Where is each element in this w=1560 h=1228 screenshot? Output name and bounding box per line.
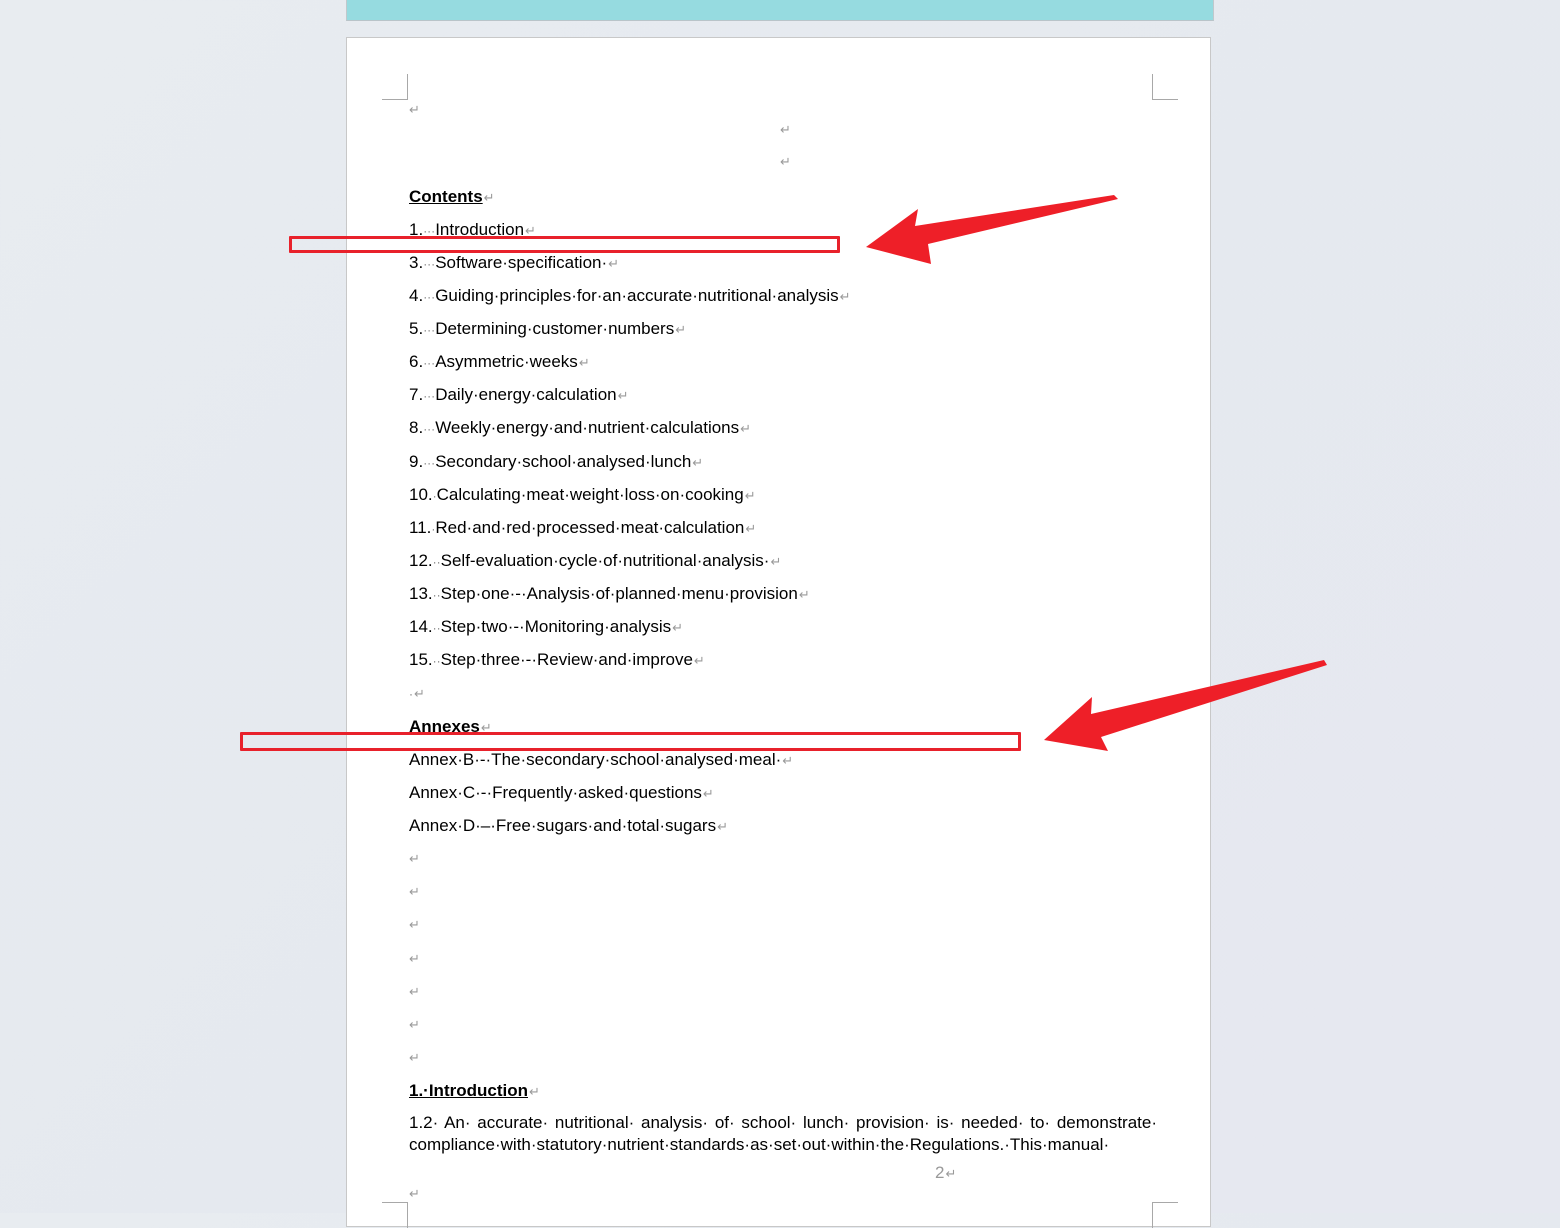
paragraph-mark-icon: ↵ — [414, 686, 425, 701]
paragraph-mark-icon: ↵ — [409, 1186, 420, 1201]
toc-item[interactable]: 10.·Calculating·meat·weight·loss·on·cooking↵ — [409, 485, 756, 504]
paragraph-mark-icon: ↵ — [409, 1050, 420, 1065]
toc-heading: Contents↵ — [409, 187, 495, 206]
paragraph-mark-icon: ↵ — [525, 223, 536, 238]
toc-item[interactable]: 11.·Red·and·red·processed·meat·calculation↵ — [409, 518, 757, 537]
toc-item[interactable]: 1.···Introduction↵ — [409, 220, 536, 239]
paragraph-mark-icon: ↵ — [409, 917, 420, 932]
paragraph-mark-icon: ↵ — [480, 720, 492, 735]
toc-item[interactable]: 4.···Guiding·principles·for·an·accurate·nutritional·analysis↵ — [409, 286, 851, 305]
paragraph-mark-icon: ↵ — [702, 786, 714, 801]
toc-item[interactable]: 3.···Software·specification·↵ — [409, 253, 620, 272]
paragraph-mark-icon: ↵ — [740, 421, 752, 436]
toc-item[interactable]: 14.··Step·two·-·Monitoring·analysis↵ — [409, 617, 684, 636]
document-page[interactable] — [346, 37, 1211, 1227]
paragraph-mark-icon: ↵ — [528, 1084, 540, 1099]
paragraph-mark-icon: ↵ — [839, 289, 851, 304]
toc-item[interactable]: 15.··Step·three·-·Review·and·improve↵ — [409, 650, 705, 669]
toc-item[interactable]: 8.···Weekly·energy·and·nutrient·calculations↵ — [409, 418, 752, 437]
annex-item[interactable]: Annex·C·-·Frequently·asked·questions↵ — [409, 783, 714, 802]
page-number: 2↵ — [935, 1163, 957, 1182]
paragraph-mark-icon: ↵ — [780, 154, 791, 169]
paragraph-mark-icon: ↵ — [409, 102, 420, 117]
paragraph-mark-icon: ↵ — [409, 984, 420, 999]
toc-item[interactable]: 5.···Determining·customer·numbers↵ — [409, 319, 687, 338]
section-heading-introduction: 1.·Introduction↵ — [409, 1081, 540, 1100]
empty-paragraph: ·↵ — [409, 686, 425, 701]
annexes-heading: Annexes↵ — [409, 717, 492, 736]
toc-item[interactable]: 9.···Secondary·school·analysed·lunch↵ — [409, 452, 704, 471]
paragraph-mark-icon: ↵ — [672, 620, 684, 635]
paragraph-mark-icon: ↵ — [745, 521, 757, 536]
paragraph-mark-icon: ↵ — [692, 455, 704, 470]
paragraph-mark-icon: ↵ — [483, 190, 495, 205]
paragraph-mark-icon: ↵ — [578, 355, 590, 370]
toc-item[interactable]: 13.··Step·one·-·Analysis·of·planned·menu·provision↵ — [409, 584, 810, 603]
paragraph-mark-icon: ↵ — [780, 122, 791, 137]
paragraph-mark-icon: ↵ — [770, 554, 782, 569]
body-paragraph[interactable]: 1.2· An· accurate· nutritional· analysis· of· school· lunch· provision· is· needed· to· demonstrate· compliance·with·statutory·nutrient·standards·as·set·out·within·the·Regulations.·This·manual· — [409, 1113, 1157, 1154]
paragraph-mark-icon: ↵ — [782, 753, 794, 768]
paragraph-mark-icon: ↵ — [608, 256, 620, 271]
margin-corner-top-right — [1152, 74, 1178, 100]
paragraph-mark-icon: ↵ — [409, 884, 420, 899]
paragraph-mark-icon: ↵ — [798, 587, 810, 602]
paragraph-mark-icon: ↵ — [717, 819, 728, 834]
margin-corner-top-left — [382, 74, 408, 100]
paragraph-mark-icon: ↵ — [617, 388, 629, 403]
margin-corner-bottom-left — [382, 1202, 408, 1228]
paragraph-mark-icon: ↵ — [744, 488, 756, 503]
paragraph-mark-icon: ↵ — [409, 951, 420, 966]
margin-corner-bottom-right — [1152, 1202, 1178, 1228]
toc-item[interactable]: 12.··Self-evaluation·cycle·of·nutritional·analysis·↵ — [409, 551, 782, 570]
paragraph-mark-icon: ↵ — [409, 851, 420, 866]
toc-item[interactable]: 6.···Asymmetric·weeks↵ — [409, 352, 590, 371]
paragraph-mark-icon: ↵ — [693, 653, 705, 668]
toc-item[interactable]: 7.···Daily·energy·calculation↵ — [409, 385, 629, 404]
annex-item[interactable]: Annex·D·–·Free·sugars·and·total·sugars↵ — [409, 816, 728, 835]
paragraph-mark-icon: ↵ — [945, 1166, 957, 1181]
paragraph-mark-icon: ↵ — [675, 322, 687, 337]
previous-page-header-band — [346, 0, 1214, 21]
annex-item[interactable]: Annex·B·-·The·secondary·school·analysed·meal·↵ — [409, 750, 794, 769]
paragraph-mark-icon: ↵ — [409, 1017, 420, 1032]
